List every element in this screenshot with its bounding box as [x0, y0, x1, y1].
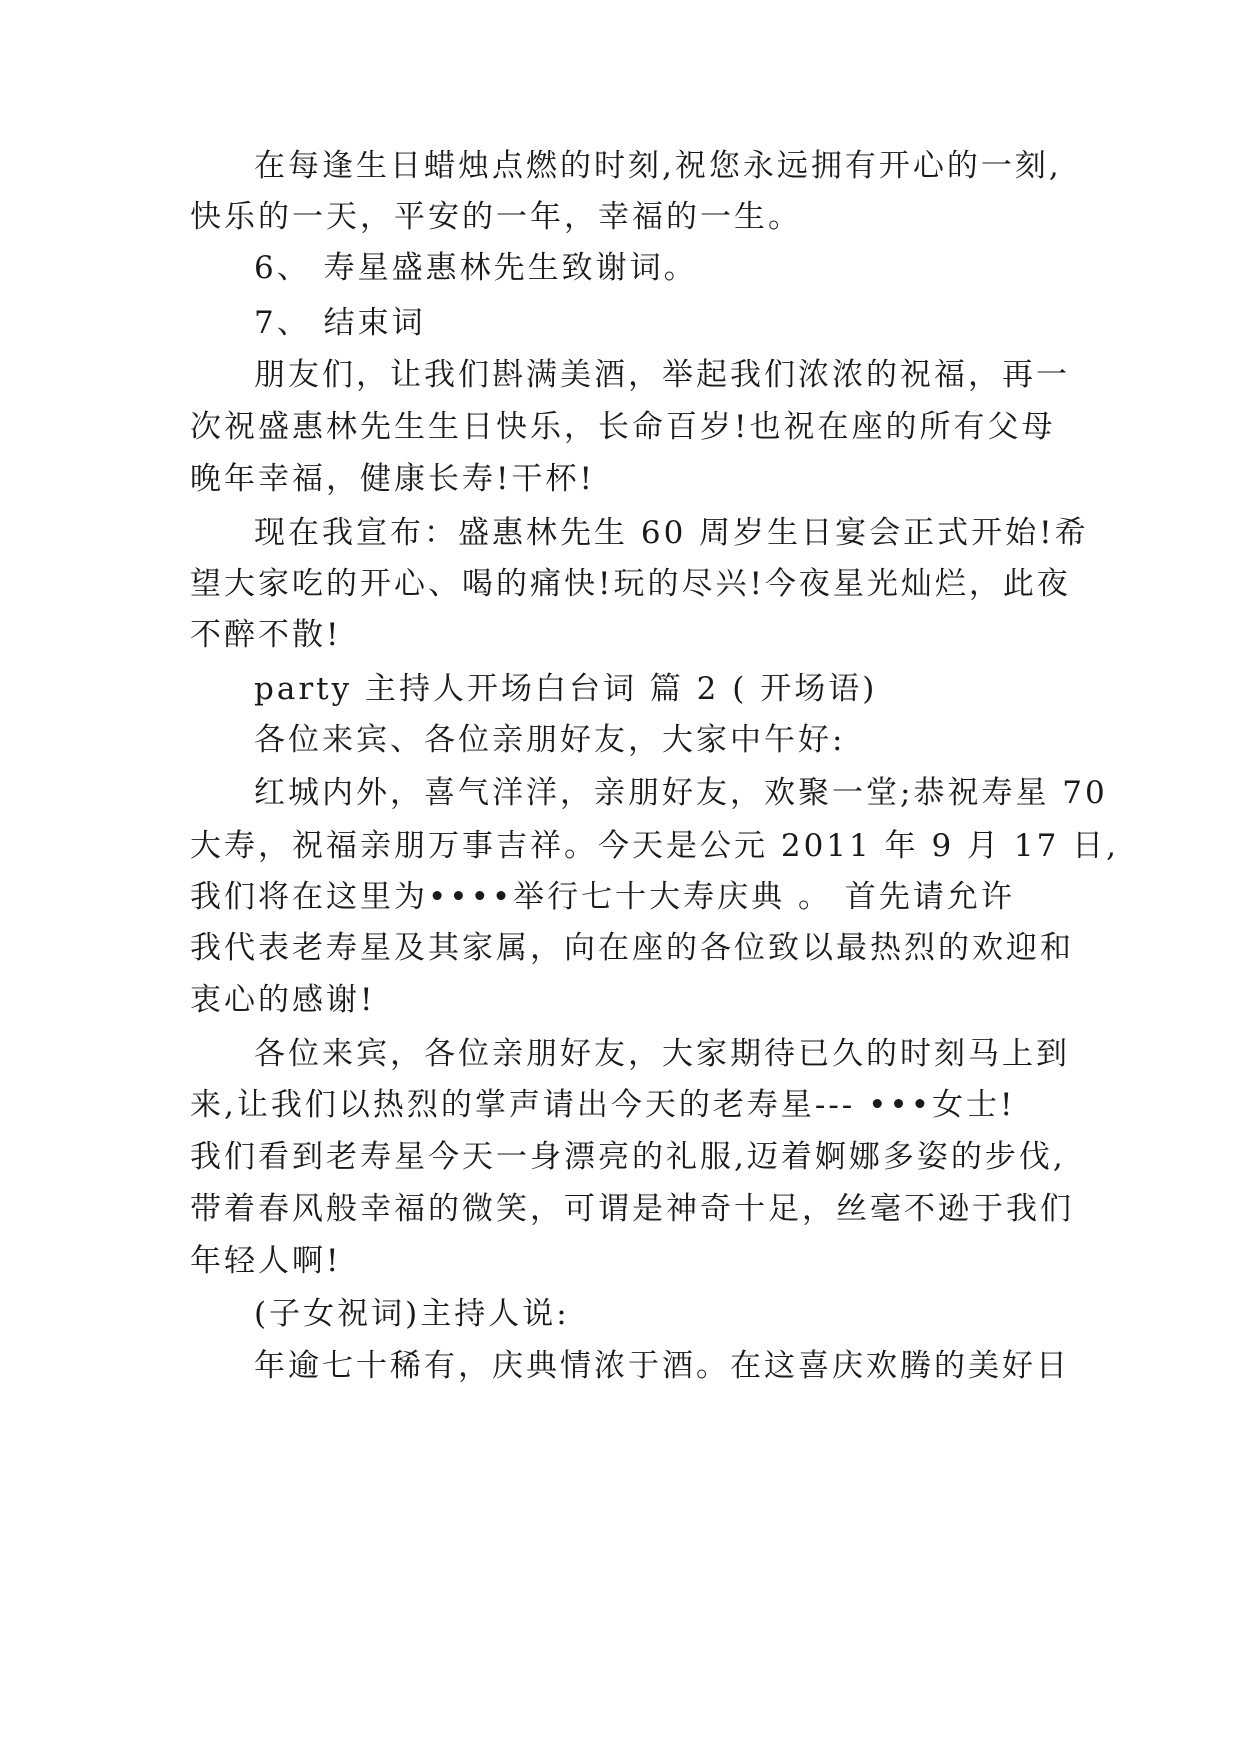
- text-line: 我代表老寿星及其家属，向在座的各位致以最热烈的欢迎和: [190, 930, 1074, 966]
- text-line: 我们将在这里为••••举行七十大寿庆典 。 首先请允许: [190, 879, 1015, 915]
- text-line: 年轻人啊!: [190, 1243, 342, 1279]
- text-line: 朋友们，让我们斟满美酒，举起我们浓浓的祝福，再一: [254, 357, 1070, 393]
- text-line: 各位来宾，各位亲朋好友，大家期待已久的时刻马上到: [254, 1036, 1070, 1072]
- text-line: 在每逢生日蜡烛点燃的时刻,祝您永远拥有开心的一刻,: [254, 148, 1062, 184]
- text-line: 次祝盛惠林先生生日快乐，长命百岁!也祝在座的所有父母: [190, 409, 1056, 445]
- text-line: (子女祝词)主持人说:: [254, 1296, 570, 1332]
- text-line: 年逾七十稀有，庆典情浓于酒。在这喜庆欢腾的美好日: [254, 1348, 1070, 1384]
- text-line: 望大家吃的开心、喝的痛快!玩的尽兴!今夜星光灿烂，此夜: [190, 566, 1071, 602]
- text-line: 来,让我们以热烈的掌声请出今天的老寿星--- •••女士!: [190, 1087, 1016, 1123]
- text-line: 各位来宾、各位亲朋好友，大家中午好:: [254, 722, 846, 758]
- text-line: 我们看到老寿星今天一身漂亮的礼服,迈着婀娜多姿的步伐,: [190, 1139, 1066, 1175]
- text-line: 不醉不散!: [190, 617, 342, 653]
- text-line: 晚年幸福，健康长寿!干杯!: [190, 461, 595, 497]
- text-line: party 主持人开场白台词 篇 2 ( 开场语): [254, 671, 878, 707]
- text-line: 衷心的感谢!: [190, 982, 376, 1018]
- text-line: 带着春风般幸福的微笑，可谓是神奇十足，丝毫不逊于我们: [190, 1191, 1074, 1227]
- text-line: 红城内外，喜气洋洋，亲朋好友，欢聚一堂;恭祝寿星 70: [254, 775, 1108, 811]
- text-line: 快乐的一天，平安的一年，幸福的一生。: [190, 199, 802, 235]
- text-line: 6、 寿星盛惠林先生致谢词。: [254, 250, 698, 286]
- text-line: 大寿，祝福亲朋万事吉祥。今天是公元 2011 年 9 月 17 日,: [190, 828, 1120, 864]
- text-line: 现在我宣布：盛惠林先生 60 周岁生日宴会正式开始!希: [254, 515, 1089, 551]
- text-line: 7、 结束词: [254, 305, 426, 341]
